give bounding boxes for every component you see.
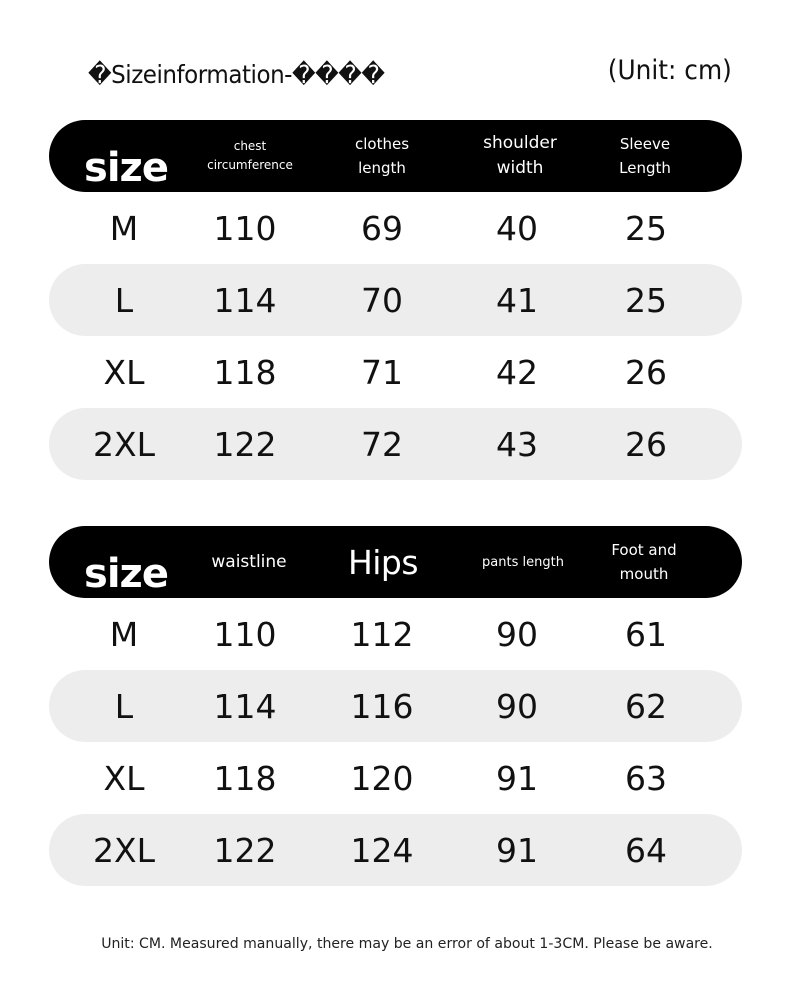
pants-size-table [49, 526, 742, 886]
sleeve-length-cell: 26 [625, 424, 667, 464]
pants-length-cell: 91 [496, 830, 538, 870]
pants-header-foot-mouth: Foot and mouth [611, 541, 677, 583]
waistline-cell: 110 [213, 614, 277, 654]
sleeve-length-cell: 26 [625, 352, 667, 392]
shoulder-width-cell: 42 [496, 352, 538, 392]
table-row [49, 670, 742, 742]
table-row [49, 264, 742, 336]
waistline-cell: 118 [213, 758, 277, 798]
pants-header-waistline: waistline [211, 551, 287, 572]
page-title: �Sizeinformation-���� [88, 60, 385, 89]
chest-cell: 110 [213, 208, 277, 248]
foot-mouth-cell: 64 [625, 830, 667, 870]
table-row [49, 814, 742, 886]
foot-mouth-cell: 61 [625, 614, 667, 654]
tops-header-size: size [84, 145, 168, 191]
waistline-cell: 114 [213, 686, 277, 726]
clothes-length-cell: 72 [361, 424, 403, 464]
tops-size-table [49, 120, 742, 480]
size-cell: XL [103, 758, 145, 798]
clothes-length-cell: 69 [361, 208, 403, 248]
waistline-cell: 122 [213, 830, 277, 870]
clothes-length-cell: 71 [361, 352, 403, 392]
foot-mouth-cell: 63 [625, 758, 667, 798]
tops-header-shoulder-width: shoulder width [483, 133, 557, 178]
chest-cell: 118 [213, 352, 277, 392]
pants-length-cell: 90 [496, 614, 538, 654]
hips-cell: 124 [350, 830, 414, 870]
pants-length-cell: 90 [496, 686, 538, 726]
shoulder-width-cell: 40 [496, 208, 538, 248]
pants-length-cell: 91 [496, 758, 538, 798]
size-cell: 2XL [93, 830, 155, 870]
size-cell: M [109, 614, 139, 654]
table-row [49, 192, 742, 264]
clothes-length-cell: 70 [361, 280, 403, 320]
size-cell: XL [103, 352, 145, 392]
hips-cell: 112 [350, 614, 414, 654]
table-row [49, 408, 742, 480]
hips-cell: 120 [350, 758, 414, 798]
size-cell: M [109, 208, 139, 248]
tops-table-header [49, 120, 742, 192]
hips-cell: 116 [350, 686, 414, 726]
pants-header-hips: Hips [347, 542, 419, 582]
tops-header-clothes-length: clothes length [354, 135, 410, 177]
pants-table-header [49, 526, 742, 598]
unit-label: (Unit: cm) [607, 55, 732, 86]
chest-cell: 122 [213, 424, 277, 464]
sleeve-length-cell: 25 [625, 208, 667, 248]
tops-header-chest: chest circumference [207, 139, 293, 172]
table-row [49, 336, 742, 408]
table-row [49, 742, 742, 814]
size-cell: L [114, 686, 134, 726]
sleeve-length-cell: 25 [625, 280, 667, 320]
size-cell: 2XL [93, 424, 155, 464]
measurement-disclaimer: Unit: CM. Measured manually, there may be an error of about 1-3CM. Please be aware. [101, 936, 713, 952]
size-cell: L [114, 280, 134, 320]
shoulder-width-cell: 43 [496, 424, 538, 464]
tops-header-sleeve-length: Sleeve Length [619, 135, 671, 177]
table-row [49, 598, 742, 670]
foot-mouth-cell: 62 [625, 686, 667, 726]
shoulder-width-cell: 41 [496, 280, 538, 320]
pants-header-size: size [84, 551, 168, 597]
chest-cell: 114 [213, 280, 277, 320]
pants-header-pants-length: pants length [482, 554, 564, 570]
